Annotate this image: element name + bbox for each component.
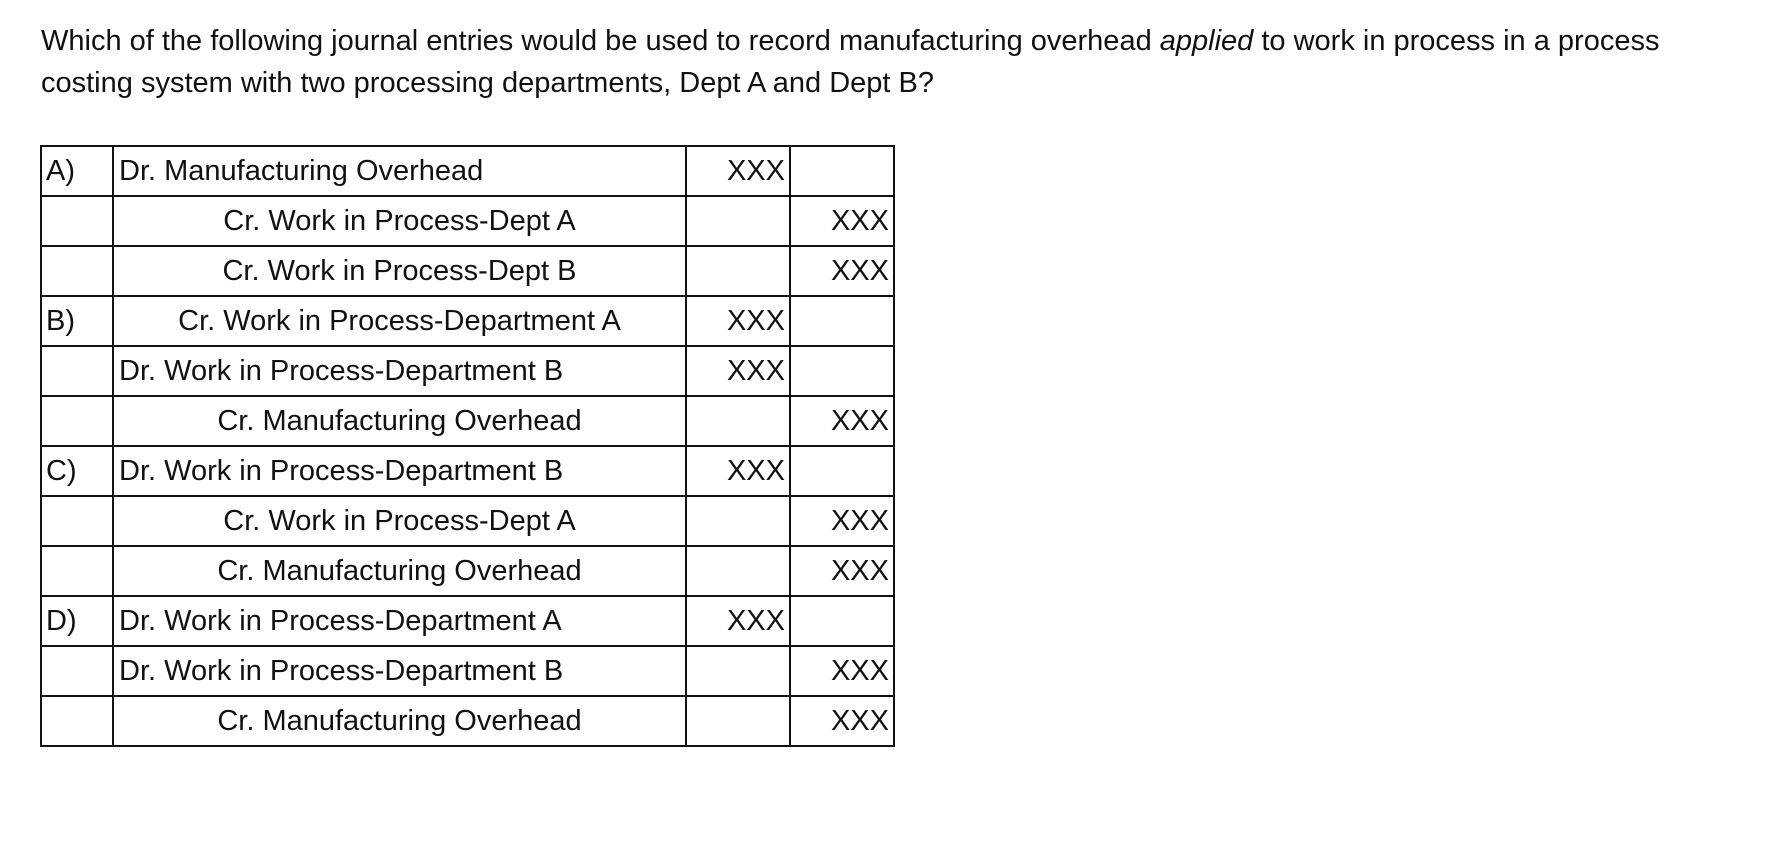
account-name: Cr. Work in Process-Dept A xyxy=(113,196,686,246)
debit-amount xyxy=(686,646,790,696)
debit-amount: XXX xyxy=(686,146,790,196)
account-name: Cr. Manufacturing Overhead xyxy=(113,696,686,746)
table-row xyxy=(41,146,894,196)
option-label xyxy=(41,696,113,746)
debit-amount xyxy=(686,396,790,446)
account-name: Dr. Work in Process-Department B xyxy=(113,646,686,696)
table-row xyxy=(41,296,894,346)
option-label xyxy=(41,346,113,396)
option-label xyxy=(41,646,113,696)
table-row xyxy=(41,646,894,696)
table-row xyxy=(41,596,894,646)
debit-amount xyxy=(686,696,790,746)
debit-amount: XXX xyxy=(686,346,790,396)
credit-amount: XXX xyxy=(790,396,894,446)
table-row xyxy=(41,346,894,396)
debit-amount: XXX xyxy=(686,296,790,346)
credit-amount xyxy=(790,596,894,646)
account-name: Cr. Manufacturing Overhead xyxy=(113,546,686,596)
debit-amount xyxy=(686,246,790,296)
table-row xyxy=(41,246,894,296)
question-text-after: to work in process in a process costing system with two processing departments, Dept A and Dept B? xyxy=(41,25,1660,99)
account-name: Cr. Work in Process-Department A xyxy=(113,296,686,346)
account-name: Cr. Work in Process-Dept A xyxy=(113,496,686,546)
table-row xyxy=(41,496,894,546)
option-label: C) xyxy=(41,446,113,496)
question-emphasis: applied xyxy=(1159,25,1254,57)
account-name: Dr. Work in Process-Department B xyxy=(113,446,686,496)
option-label xyxy=(41,196,113,246)
question-text xyxy=(41,20,1741,104)
account-name: Dr. Manufacturing Overhead xyxy=(113,146,686,196)
table-row xyxy=(41,196,894,246)
option-label: B) xyxy=(41,296,113,346)
question-text-before: Which of the following journal entries would be used to record manufacturing overhead xyxy=(41,25,1160,57)
credit-amount: XXX xyxy=(790,696,894,746)
credit-amount: XXX xyxy=(790,646,894,696)
debit-amount xyxy=(686,196,790,246)
table-row xyxy=(41,446,894,496)
option-label xyxy=(41,246,113,296)
option-label xyxy=(41,496,113,546)
credit-amount xyxy=(790,346,894,396)
credit-amount: XXX xyxy=(790,196,894,246)
option-label xyxy=(41,396,113,446)
account-name: Dr. Work in Process-Department B xyxy=(113,346,686,396)
credit-amount: XXX xyxy=(790,546,894,596)
account-name: Cr. Work in Process-Dept B xyxy=(113,246,686,296)
journal-entries-table xyxy=(40,145,895,747)
credit-amount xyxy=(790,146,894,196)
option-label: D) xyxy=(41,596,113,646)
credit-amount: XXX xyxy=(790,246,894,296)
option-label: A) xyxy=(41,146,113,196)
account-name: Dr. Work in Process-Department A xyxy=(113,596,686,646)
debit-amount: XXX xyxy=(686,596,790,646)
table-row xyxy=(41,546,894,596)
account-name: Cr. Manufacturing Overhead xyxy=(113,396,686,446)
debit-amount xyxy=(686,546,790,596)
credit-amount xyxy=(790,296,894,346)
credit-amount xyxy=(790,446,894,496)
option-label xyxy=(41,546,113,596)
journal-entries-body xyxy=(41,146,894,746)
debit-amount: XXX xyxy=(686,446,790,496)
debit-amount xyxy=(686,496,790,546)
credit-amount: XXX xyxy=(790,496,894,546)
table-row xyxy=(41,696,894,746)
table-row xyxy=(41,396,894,446)
